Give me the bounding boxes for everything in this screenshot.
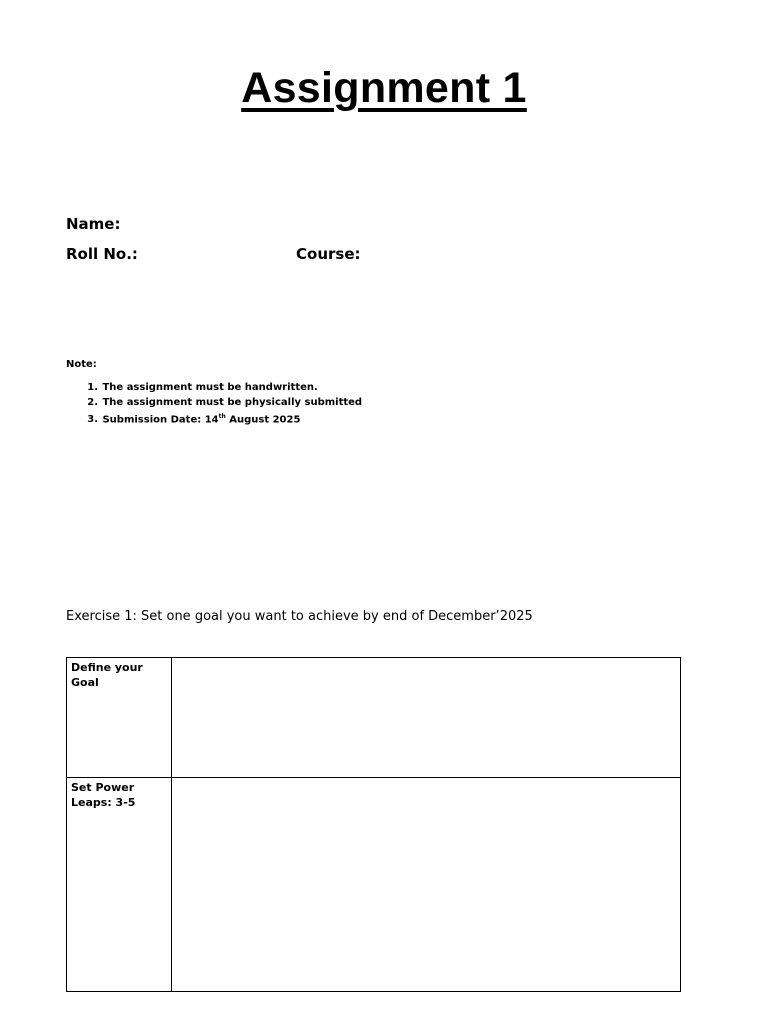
exercise-heading: Exercise 1: Set one goal you want to achieve by end of December’2025 <box>66 609 533 624</box>
power-leaps-answer-cell[interactable] <box>172 778 681 992</box>
course-label: Course: <box>296 245 361 263</box>
note-item-number: 2. <box>87 396 98 408</box>
goal-table <box>66 657 681 992</box>
note-list <box>66 381 362 425</box>
table-row-label: Set Power Leaps: 3-5 <box>67 778 172 992</box>
note-item <box>66 396 362 411</box>
note-item-number: 1. <box>87 382 98 393</box>
note-item-text: The assignment must be handwritten. <box>102 382 318 393</box>
table-row <box>67 658 681 778</box>
table-row <box>67 778 681 992</box>
table-row-label: Define your Goal <box>67 658 172 778</box>
submission-date-prefix: Submission Date: 14 <box>102 414 219 426</box>
note-label: Note: <box>66 359 97 370</box>
note-item <box>66 410 362 425</box>
note-item-number: 3. <box>87 414 98 426</box>
submission-date-text <box>101 410 300 428</box>
name-label: Name: <box>66 215 121 233</box>
note-item-text: The assignment must be physically submitted <box>102 396 363 408</box>
submission-date-suffix: August 2025 <box>225 414 301 426</box>
goal-answer-cell[interactable] <box>172 658 681 778</box>
note-item <box>66 381 362 396</box>
roll-number-label: Roll No.: <box>66 245 138 263</box>
date-ordinal-suffix: th <box>218 413 226 420</box>
page-title: Assignment 1 <box>241 64 527 112</box>
